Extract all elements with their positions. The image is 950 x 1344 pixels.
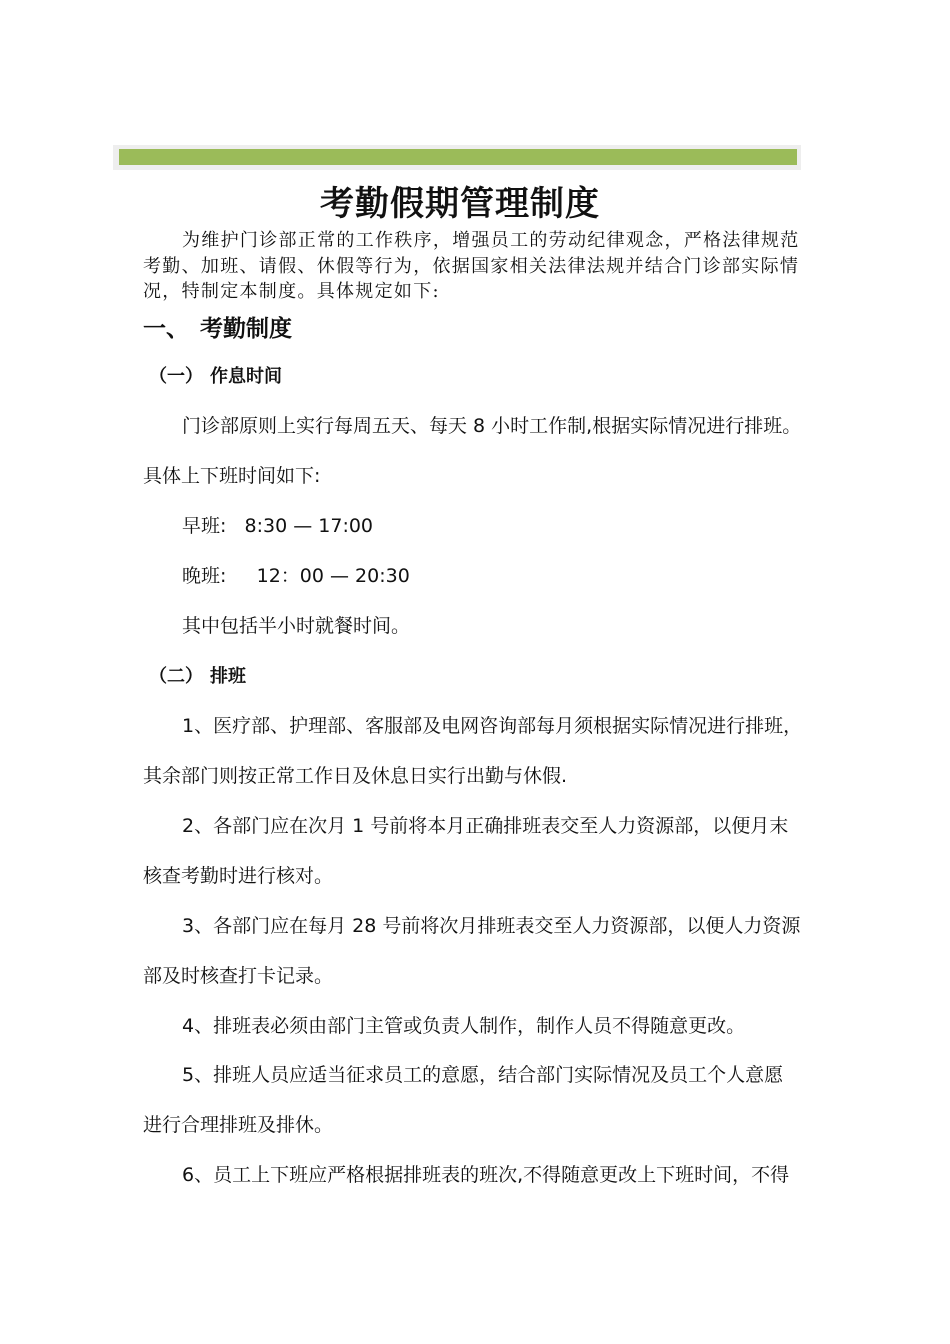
section-heading-attendance xyxy=(143,310,292,343)
intro-line-2: 考勤、加班、请假、休假等行为，依据国家相关法律法规并结合门诊部实际情 xyxy=(143,256,800,277)
scheduling-rule-2-line-2: 核查考勤时进行核对。 xyxy=(143,865,334,887)
scheduling-rule-1-line-2: 其余部门则按正常工作日及休息日实行出勤与休假. xyxy=(143,765,568,787)
scheduling-rule-4-line-1: 4、排班表必须由部门主管或负责人制作，制作人员不得随意更改。 xyxy=(182,1015,746,1037)
morning-shift-line: 早班: 8:30 — 17:00 xyxy=(182,515,374,537)
evening-shift-line: 晚班: 12：00 — 20:30 xyxy=(182,565,410,587)
header-decorative-band xyxy=(113,145,801,170)
document-title: 考勤假期管理制度 xyxy=(320,184,600,224)
subsection-heading-work-hours xyxy=(149,362,282,388)
intro-line-3: 况，特制定本制度。具体规定如下: xyxy=(143,281,440,302)
scheduling-rule-5-line-1: 5、排班人员应适当征求员工的意愿，结合部门实际情况及员工个人意愿 xyxy=(182,1064,784,1086)
section-title: 考勤制度 xyxy=(200,316,292,342)
scheduling-rule-6-line-1: 6、员工上下班应严格根据排班表的班次,不得随意更改上下班时间，不得 xyxy=(182,1164,790,1186)
subsection-title: 排班 xyxy=(210,666,246,687)
subsection-title: 作息时间 xyxy=(210,366,282,387)
intro-line-1: 为维护门诊部正常的工作秩序，增强员工的劳动纪律观念，严格法律规范 xyxy=(182,230,800,251)
section-number: 一、 xyxy=(143,316,189,342)
subsection-number: （二） xyxy=(149,666,203,687)
subsection-number: （一） xyxy=(149,366,203,387)
subsection-heading-scheduling xyxy=(149,662,246,688)
scheduling-rule-5-line-2: 进行合理排班及排休。 xyxy=(143,1114,334,1136)
scheduling-rule-2-line-1: 2、各部门应在次月 1 号前将本月正确排班表交至人力资源部，以便月末 xyxy=(182,815,789,837)
scheduling-rule-3-line-2: 部及时核查打卡记录。 xyxy=(143,965,334,987)
scheduling-rule-1-line-1: 1、医疗部、护理部、客服部及电网咨询部每月须根据实际情况进行排班， xyxy=(182,715,803,737)
meal-time-line: 其中包括半小时就餐时间。 xyxy=(182,615,411,637)
work-hours-paragraph-line-2: 具体上下班时间如下: xyxy=(143,465,321,487)
scheduling-rule-3-line-1: 3、各部门应在每月 28 号前将次月排班表交至人力资源部，以便人力资源 xyxy=(182,915,801,937)
work-hours-paragraph-line-1: 门诊部原则上实行每周五天、每天 8 小时工作制,根据实际情况进行排班。 xyxy=(182,415,802,437)
header-green-bar xyxy=(119,149,797,165)
